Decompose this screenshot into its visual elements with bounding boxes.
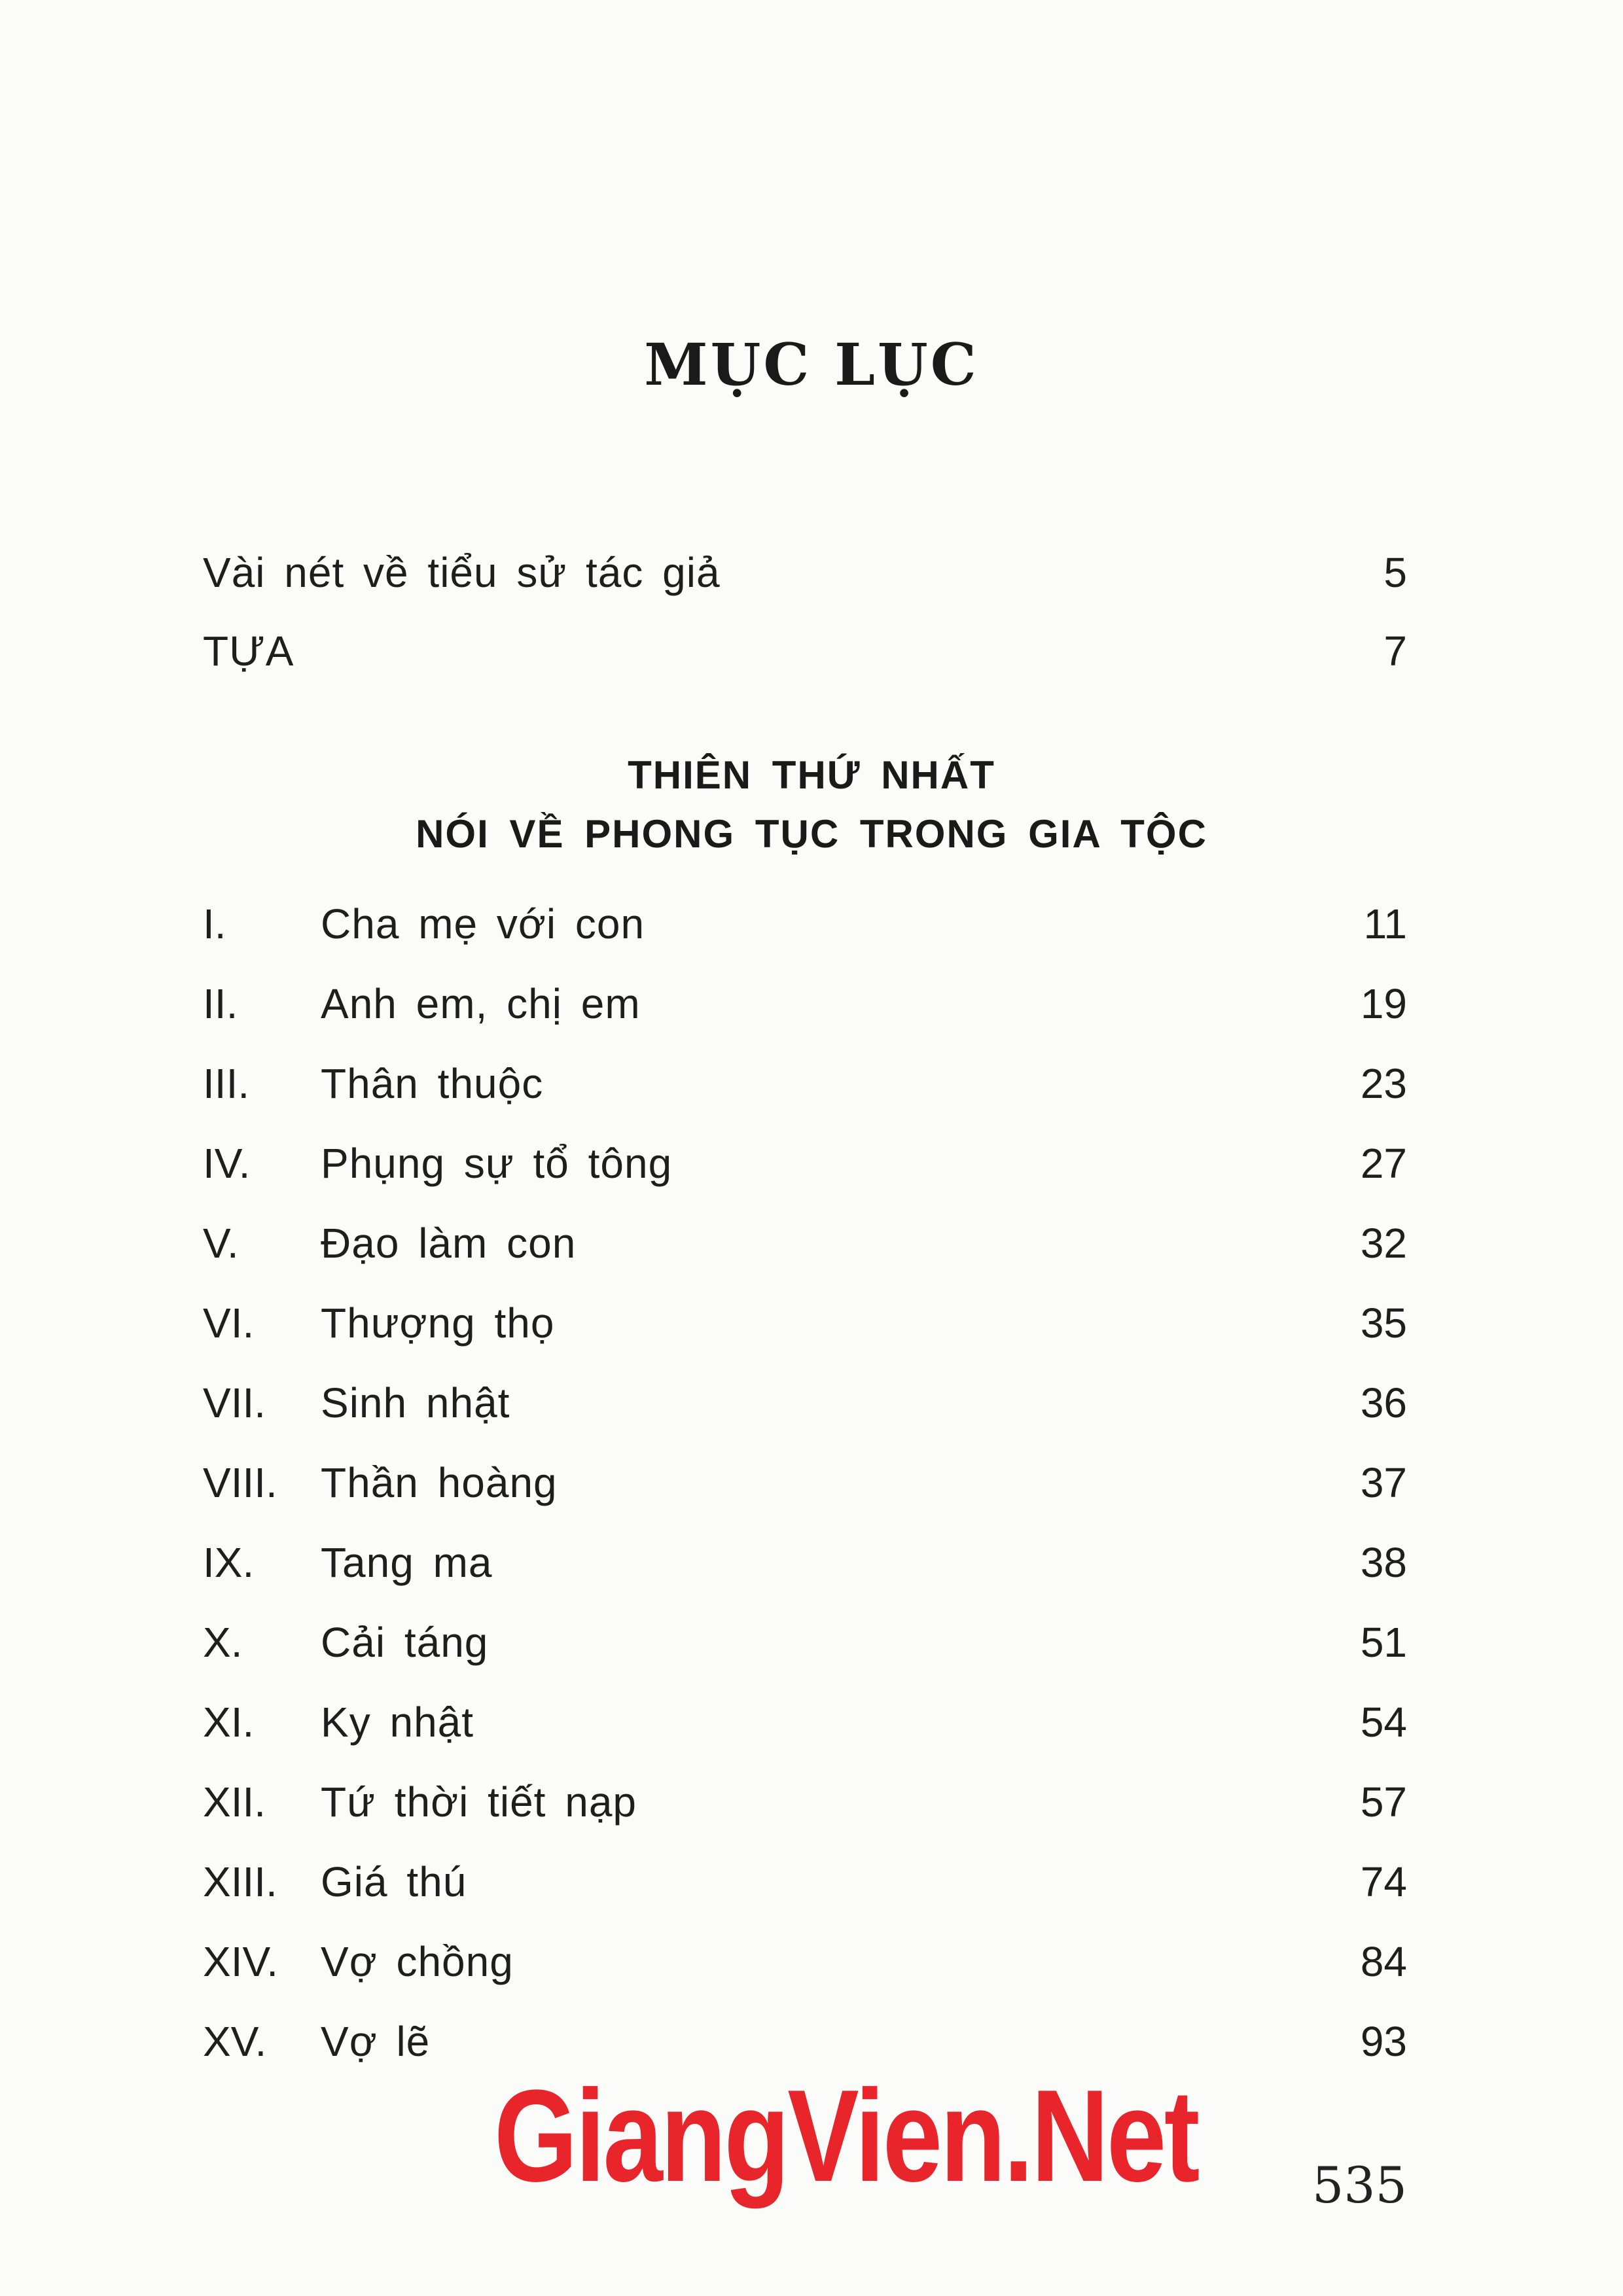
chapter-number: IX.	[203, 1539, 255, 1586]
chapter-row	[203, 1059, 1407, 1118]
chapter-page: 74	[1360, 1858, 1407, 1905]
chapter-row	[203, 1139, 1407, 1198]
watermark-logo: GiangVien.Net	[494, 2063, 1198, 2209]
chapter-page: 93	[1360, 2018, 1407, 2065]
toc-entry-page: 5	[1383, 549, 1407, 596]
chapter-row	[203, 900, 1407, 959]
chapter-page: 27	[1360, 1140, 1407, 1187]
chapter-page: 23	[1360, 1060, 1407, 1107]
chapter-number: XI.	[203, 1699, 255, 1746]
chapter-title: Tứ thời tiết nạp	[321, 1778, 637, 1826]
chapter-row	[203, 980, 1407, 1038]
chapter-number: IV.	[203, 1140, 251, 1187]
chapter-number: VIII.	[203, 1459, 277, 1506]
chapter-row	[203, 1538, 1407, 1597]
chapter-page: 51	[1360, 1619, 1407, 1666]
chapter-number: I.	[203, 900, 226, 947]
chapter-title: Giá thú	[321, 1858, 467, 1905]
toc-entry-page: 7	[1383, 627, 1407, 675]
chapter-page: 36	[1360, 1379, 1407, 1426]
chapter-title: Cha mẹ với con	[321, 900, 645, 947]
chapter-page: 38	[1360, 1539, 1407, 1586]
chapter-title: Thần hoàng	[321, 1459, 558, 1506]
chapter-number: VII.	[203, 1379, 266, 1426]
section-heading-line1: THIÊN THỨ NHẤT	[628, 753, 995, 797]
toc-entry-label: TỰA	[203, 627, 294, 675]
chapter-page: 37	[1360, 1459, 1407, 1506]
chapter-title: Vợ lẽ	[321, 2018, 431, 2065]
chapter-title: Tang ma	[321, 1539, 493, 1586]
chapter-title: Anh em, chị em	[321, 980, 641, 1027]
chapter-page: 57	[1360, 1778, 1407, 1826]
chapter-number: VI.	[203, 1299, 255, 1347]
chapter-number: II.	[203, 980, 238, 1027]
chapter-number: III.	[203, 1060, 250, 1107]
chapter-row	[203, 1937, 1407, 1996]
chapter-page: 35	[1360, 1299, 1407, 1347]
chapter-number: XIV.	[203, 1938, 279, 1985]
chapter-page: 32	[1360, 1220, 1407, 1267]
chapter-number: XIII.	[203, 1858, 277, 1905]
chapter-number: X.	[203, 1619, 243, 1666]
page-number: 535	[1311, 2156, 1407, 2214]
chapter-page: 19	[1360, 980, 1407, 1027]
chapter-row	[203, 1379, 1407, 1438]
chapter-title: Thượng thọ	[321, 1299, 555, 1347]
chapter-title: Phụng sự tổ tông	[321, 1140, 673, 1187]
section-heading-line2: NÓI VỀ PHONG TỤC TRONG GIA TỘC	[416, 812, 1207, 856]
chapter-row	[203, 1778, 1407, 1837]
toc-entry-biography	[203, 548, 1407, 607]
chapter-number: XII.	[203, 1778, 266, 1826]
chapter-page: 11	[1363, 900, 1407, 947]
page-title: MỤC LỤC	[644, 330, 979, 398]
chapter-title: Sinh nhật	[321, 1379, 510, 1426]
chapter-row	[203, 1698, 1407, 1757]
chapter-title: Ky nhật	[321, 1699, 474, 1746]
chapter-title: Thân thuộc	[321, 1060, 544, 1107]
toc-entry-preface	[203, 627, 1407, 686]
chapter-page: 54	[1360, 1699, 1407, 1746]
chapter-title: Vợ chồng	[321, 1938, 514, 1985]
chapter-title: Đạo làm con	[321, 1220, 577, 1267]
chapter-row	[203, 1858, 1407, 1916]
chapter-number: V.	[203, 1220, 239, 1267]
chapter-row	[203, 1618, 1407, 1677]
toc-entry-label: Vài nét về tiểu sử tác giả	[203, 549, 721, 596]
chapter-title: Cải táng	[321, 1619, 489, 1666]
chapter-row	[203, 1458, 1407, 1517]
chapter-page: 84	[1360, 1938, 1407, 1985]
chapter-row	[203, 1219, 1407, 1278]
chapter-number: XV.	[203, 2018, 267, 2065]
chapter-row	[203, 1299, 1407, 1358]
